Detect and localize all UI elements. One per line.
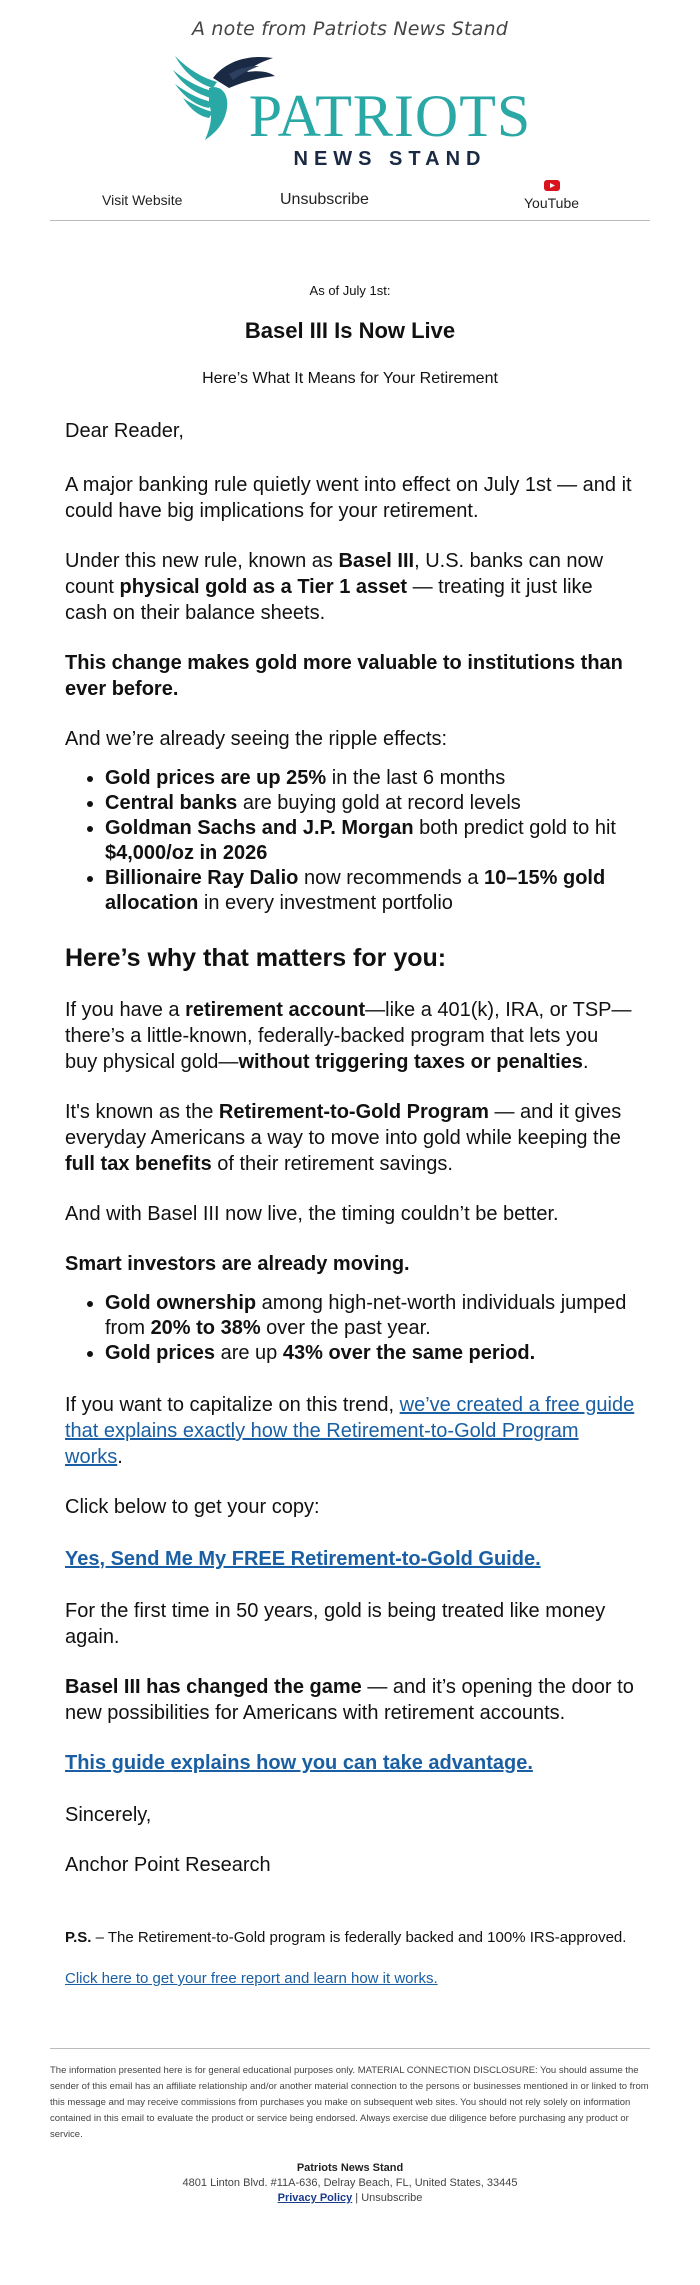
- footer-company: Patriots News Stand: [296, 2162, 404, 2174]
- section-heading: Here’s why that matters for you:: [65, 944, 447, 972]
- send-guide-button[interactable]: Yes, Send Me My FREE Retirement-to-Gold Guide.: [65, 1548, 541, 1570]
- paragraph-first-time: For the first time in 50 years, gold is being treated like money again.: [65, 1600, 606, 1648]
- privacy-policy-link[interactable]: Privacy Policy: [277, 2192, 353, 2204]
- cta-paragraph: [65, 1546, 635, 1572]
- footer-links: Privacy Policy | Unsubscribe: [277, 2192, 423, 2204]
- list-item: • Central banks are buying gold at record levels: [105, 791, 635, 816]
- free-guide-link[interactable]: we’ve created a free guide that explains exactly how the Retirement-to-Gold Program works: [65, 1394, 635, 1468]
- paragraph-changed-game: Basel III has changed the game — and it’s opening the door to new possibilities for Americans with retirement accounts.: [65, 1676, 634, 1724]
- brand-logo[interactable]: [0, 48, 700, 178]
- paragraph-basel: Under this new rule, known as Basel III, U.S. banks can now count physical gold as a Tier 1 asset — treating it just like cash on their balance sheets.: [65, 550, 604, 624]
- disclaimer: The information presented here is for general educational purposes only. MATERIAL CONNECTION DISCLOSURE: You should assume the sender of this email has an affiliate relationship and/or another material connection to the persons or businesses mentioned in or linked to from this message and may receive commissions from purchases you make on subsequent web sites. You should not rely solely on information contained in this email to evaluate the product or service being endorsed. Always exercise due diligence before purchasing any product or service.: [50, 2065, 649, 2140]
- visit-website-link[interactable]: Visit Website: [102, 192, 183, 208]
- footer-divider: [50, 2048, 650, 2049]
- paragraph-smart-investors: Smart investors are already moving.: [65, 1253, 410, 1275]
- list-item: • Gold ownership among high-net-worth individuals jumped from 20% to 38% over the past year.: [105, 1291, 635, 1341]
- list-item: • Billionaire Ray Dalio now recommends a 10–15% gold allocation in every investment portfolio: [105, 866, 635, 916]
- youtube-link[interactable]: [524, 178, 579, 211]
- footer-address: 4801 Linton Blvd. #11A-636, Delray Beach, FL, United States, 33445: [182, 2177, 518, 2189]
- youtube-icon: [544, 180, 560, 191]
- paragraph-guide: If you want to capitalize on this trend, we’ve created a free guide that explains exactly how the Retirement-to-Gold Program works.: [65, 1394, 635, 1468]
- signature: Anchor Point Research: [65, 1854, 271, 1876]
- signoff: Sincerely,: [65, 1804, 152, 1826]
- brand-wordmark: [248, 83, 532, 171]
- brand-name: PATRIOTS: [248, 83, 532, 149]
- free-report-link[interactable]: Click here to get your free report and learn how it works.: [65, 1970, 438, 1987]
- take-advantage-link[interactable]: This guide explains how you can take advantage.: [65, 1752, 533, 1774]
- greeting: Dear Reader,: [65, 420, 184, 442]
- postscript: P.S. – The Retirement-to-Gold program is federally backed and 100% IRS-approved.: [65, 1929, 627, 1946]
- footer-unsubscribe-link[interactable]: Unsubscribe: [361, 2192, 423, 2204]
- ps-link-paragraph: [65, 1969, 635, 1988]
- paragraph-emphasis: This change makes gold more valuable to institutions than ever before.: [65, 652, 623, 700]
- paragraph-ripple: And we’re already seeing the ripple effects:: [65, 728, 448, 750]
- list-item: • Gold prices are up 25% in the last 6 months: [105, 766, 635, 791]
- investor-stats-list: [65, 1291, 635, 1366]
- header-nav: [50, 178, 650, 221]
- paragraph-timing: And with Basel III now live, the timing couldn’t be better.: [65, 1203, 559, 1225]
- headline: Basel III Is Now Live: [244, 318, 456, 343]
- paragraph-retirement-account: If you have a retirement account—like a 401(k), IRA, or TSP—there’s a little-known, federally-backed program that lets you buy physical gold—without triggering taxes or penalties.: [65, 999, 632, 1073]
- paragraph-click-below: Click below to get your copy:: [65, 1496, 320, 1518]
- youtube-label: YouTube: [524, 195, 580, 211]
- paragraph-program: It's known as the Retirement-to-Gold Program — and it gives everyday Americans a way to move into gold while keeping the full tax benefits of their retirement savings.: [65, 1101, 622, 1175]
- date-line: As of July 1st:: [309, 283, 391, 298]
- brand-subtitle: NEWS STAND: [293, 148, 487, 170]
- footer-info: [0, 2161, 700, 2206]
- cta-paragraph: [65, 1750, 635, 1776]
- unsubscribe-link[interactable]: Unsubscribe: [280, 191, 369, 208]
- paragraph-intro: A major banking rule quietly went into effect on July 1st — and it could have big implications for your retirement.: [65, 474, 632, 522]
- header-note: A note from Patriots News Stand: [191, 18, 509, 40]
- article: [0, 283, 700, 1988]
- list-item: • Gold prices are up 43% over the same period.: [105, 1341, 635, 1366]
- ripple-effects-list: [65, 766, 635, 916]
- subheadline: Here’s What It Means for Your Retirement: [202, 370, 498, 387]
- list-item: • Goldman Sachs and J.P. Morgan both predict gold to hit $4,000/oz in 2026: [105, 816, 635, 866]
